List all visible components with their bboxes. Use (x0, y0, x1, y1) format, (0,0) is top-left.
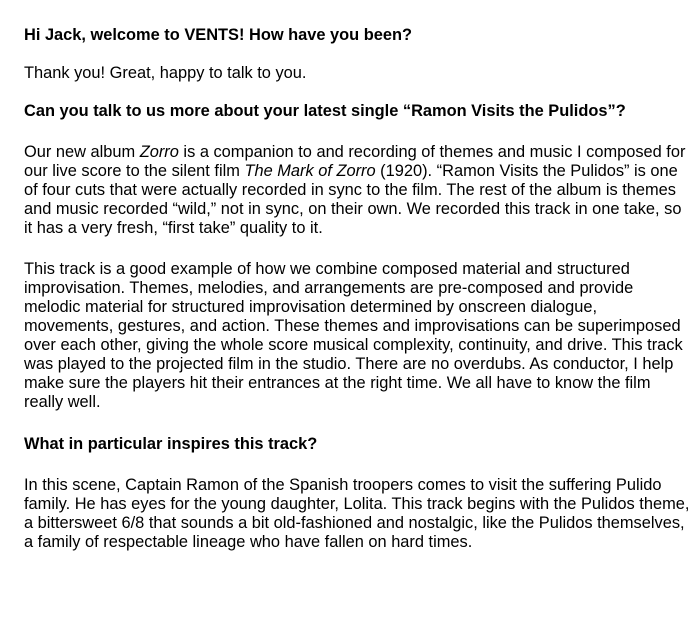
interview-article (24, 26, 690, 552)
film-title: The Mark of Zorro (244, 162, 376, 180)
answer-text: Our new album (24, 143, 140, 161)
paragraph-gap (24, 412, 690, 435)
question-welcome: Hi Jack, welcome to VENTS! How have you been? (24, 26, 413, 44)
paragraph-gap (24, 121, 690, 143)
album-title: Zorro (139, 143, 179, 161)
answer-text: (1920). “Ramon Visits the Pulidos” is one of four cuts that were actually recorded in sync to the film. The rest of the album is themes and music recorded “wild,” not in sync, on their own. We recorded this track in one take, so it has a very fresh, “first take” quality to it. (24, 162, 682, 237)
paragraph-gap (24, 83, 690, 102)
question-latest-single: Can you talk to us more about your latest single “Ramon Visits the Pulidos”? (24, 102, 626, 120)
paragraph-gap (24, 238, 690, 260)
answer-track-approach: This track is a good example of how we combine composed material and structured improvisation. Themes, melodies, and arrangements are pre-composed and provide melodic material for structured improvisation determined by onscreen dialogue, movements, gestures, and action. These themes and improvisations can be superimposed over each other, giving the whole score musical complexity, continuity, and drive. This track was played to the projected film in the studio. There are no overdubs. As conductor, I help make sure the players hit their entrances at the right time. We all have to know the film really well. (24, 260, 683, 411)
paragraph-gap (24, 45, 690, 64)
answer-text: is a companion to and recording of themes and music I composed for our live score to the silent film (24, 143, 686, 180)
answer-inspiration: In this scene, Captain Ramon of the Spanish troopers comes to visit the suffering Pulido family. He has eyes for the young daughter, Lolita. This track begins with the Pulidos theme, a bittersweet 6/8 that sounds a bit old-fashioned and nostalgic, like the Pulidos themselves, a family of respectable lineage who have fallen on hard times. (24, 476, 690, 551)
answer-latest-single (24, 143, 690, 238)
answer-welcome: Thank you! Great, happy to talk to you. (24, 64, 307, 82)
question-inspiration: What in particular inspires this track? (24, 435, 318, 453)
paragraph-gap (24, 454, 690, 476)
